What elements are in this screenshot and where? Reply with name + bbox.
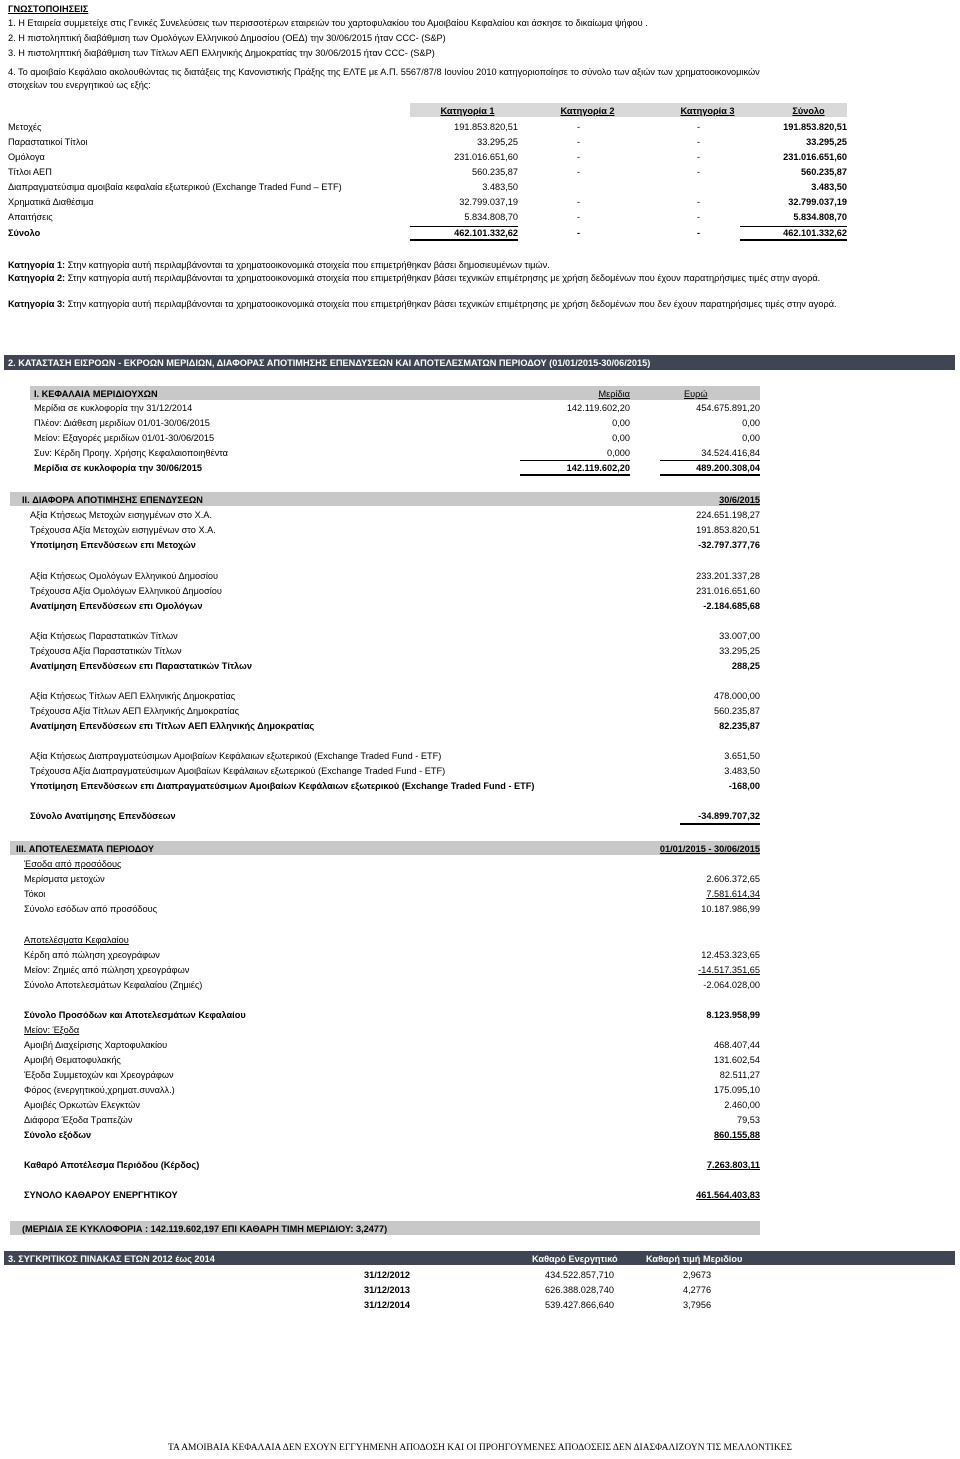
category-note: Κατηγορία 1: Στην κατηγορία αυτή περιλαμβάνονται τα χρηματοοικονομικά στοιχεία που επιμετρήθηκαν βάσει δημοσιευμένων τιμών. — [8, 260, 550, 270]
valuation-row-label: Αξία Κτήσεως Μετοχών εισηγμένων στο Χ.Α. — [30, 510, 212, 520]
valuation-subtotal-value: 288,25 — [731, 661, 760, 671]
section-2-title: 2. ΚΑΤΑΣΤΑΣΗ ΕΙΣΡΟΩΝ - ΕΚΡΟΩΝ ΜΕΡΙΔΙΩΝ, ΔΙΑΦΟΡΑΣ ΑΠΟΤΙΜΗΣΗΣ ΕΠΕΝΔΥΣΕΩΝ ΚΑΙ ΑΠΟΤΕΛΕΣΜΑΤΩΝ ΠΕΡΙΟΔΟΥ (01/01/2015-30/06/2015) — [8, 358, 651, 368]
euro-value: 34.524.416,84 — [701, 448, 760, 458]
category-2-total: - — [576, 228, 580, 238]
units-value: 0,000 — [607, 448, 630, 458]
category-1-total: 462.101.332,62 — [454, 228, 518, 238]
category-total-label: Σύνολο — [8, 228, 41, 238]
announcement-item: 2. Η πιστοληπτική διαβάθμιση των Ομολόγων Ελληνικού Δημοσίου (ΟΕΔ) την 30/06/2015 ήταν CCC- (S&P) — [8, 33, 446, 43]
net-assets-value: 461.564.403,83 — [696, 1190, 760, 1200]
part-1-title: I. ΚΕΦΑΛΑΙΑ ΜΕΡΙΔΙΟΥΧΩΝ — [34, 389, 158, 399]
capital-row-value: -2.064.028,00 — [703, 980, 760, 990]
category-1-value: 3.483,50 — [482, 182, 518, 192]
net-result-value: 7.263.803,11 — [706, 1160, 760, 1170]
income-row-value: 7.581.614,34 — [706, 889, 760, 899]
category-total-value: 191.853.820,51 — [783, 122, 847, 132]
category-row-label: Ομόλογα — [8, 152, 45, 162]
valuation-row-value: 33.295,25 — [719, 646, 760, 656]
units-row-label: Μείον: Εξαγορές μεριδίων 01/01-30/06/2015 — [34, 433, 215, 443]
category-header: Κατηγορία 1 — [440, 106, 495, 116]
category-note: Κατηγορία 2: Στην κατηγορία αυτή περιλαμβάνονται τα χρηματοοικονομικά στοιχεία που επιμετρήθηκαν βάσει τεχνικών επιμέτρησης με χρήση δεδομένων που έχουν παρατηρήσιμες τιμές στην αγορά. — [8, 273, 821, 283]
income-capital-total-label: Σύνολο Προσόδων και Αποτελεσμάτων Κεφαλαίου — [24, 1010, 246, 1020]
valuation-row-value: 231.016.651,60 — [696, 586, 760, 596]
income-row-label: Τόκοι — [24, 889, 46, 899]
category-1-value: 32.799.037,19 — [459, 197, 518, 207]
income-row-value: 10.187.986,99 — [701, 904, 760, 914]
total-rule — [520, 474, 630, 476]
valuation-row-value: 3.483,50 — [724, 766, 760, 776]
valuation-row-label: Τρέχουσα Αξία Διαπραγματεύσιμων Αμοιβαίων Κεφάλαιων εξωτερικού (Exchange Traded Fund - ETF) — [30, 766, 446, 776]
comparison-unit-price: 3,7956 — [683, 1300, 712, 1310]
units-column-header: Μερίδια — [598, 389, 630, 399]
valuation-row-label: Τρέχουσα Αξία Παραστατικών Τίτλων — [30, 646, 182, 656]
announcement-item: στοιχείων του ενεργητικού ως εξής: — [8, 80, 151, 90]
units-nav-note: (ΜΕΡΙΔΙΑ ΣΕ ΚΥΚΛΟΦΟΡΙΑ : 142.119.602,197 ΕΠΙ ΚΑΘΑΡΗ ΤΙΜΗ ΜΕΡΙΔΙΟΥ: 3,2477) — [22, 1224, 388, 1234]
income-row-value: 2.606.372,65 — [706, 874, 760, 884]
category-row-label: Απαιτήσεις — [8, 212, 53, 222]
category-total-value: 32.799.037,19 — [788, 197, 847, 207]
expense-row-label: Αμοιβή Θεματοφυλακής — [24, 1055, 121, 1065]
part-3-title: III. ΑΠΟΤΕΛΕΣΜΑΤΑ ΠΕΡΙΟΔΟΥ — [16, 844, 155, 854]
expenses-total-label: Σύνολο εξόδων — [24, 1130, 92, 1140]
euro-value: 0,00 — [742, 433, 760, 443]
valuation-row-label: Αξία Κτήσεως Τίτλων ΑΕΠ Ελληνικής Δημοκρατίας — [30, 691, 236, 701]
valuation-row-value: 3.651,50 — [724, 751, 760, 761]
expense-row-value: 2.460,00 — [724, 1100, 760, 1110]
category-1-value: 231.016.651,60 — [454, 152, 518, 162]
valuation-row-label: Αξία Κτήσεως Διαπραγματεύσιμων Αμοιβαίων Κεφάλαιων εξωτερικού (Exchange Traded Fund - ETF) — [30, 751, 442, 761]
comparison-unit-price: 2,9673 — [683, 1270, 712, 1280]
net-assets-label: ΣΥΝΟΛΟ ΚΑΘΑΡΟΥ ΕΝΕΡΓΗΤΙΚΟΥ — [24, 1190, 178, 1200]
category-header: Κατηγορία 2 — [560, 106, 615, 116]
valuation-row-label: Αξία Κτήσεως Παραστατικών Τίτλων — [30, 631, 178, 641]
total-rule — [680, 823, 760, 825]
total-rule — [660, 460, 760, 461]
category-header: Σύνολο — [792, 106, 825, 116]
category-header: Κατηγορία 3 — [680, 106, 735, 116]
total-rule — [520, 460, 630, 461]
valuation-row-label: Τρέχουσα Αξία Ομολόγων Ελληνικού Δημοσίου — [30, 586, 222, 596]
total-rule — [740, 239, 847, 241]
category-3-value: - — [696, 137, 700, 147]
announcement-item: 3. Η πιστοληπτική διαβάθμιση των Τίτλων ΑΕΠ Ελληνικής Δημοκρατίας την 30/06/2015 ήταν CCC- (S&P) — [8, 48, 435, 58]
category-row-label: Τίτλοι ΑΕΠ — [8, 167, 52, 177]
expense-row-value: 79,53 — [737, 1115, 760, 1125]
comparison-unit-price: 4,2776 — [683, 1285, 712, 1295]
category-3-total: - — [696, 228, 700, 238]
valuation-grand-total-value: -34.899.707,32 — [698, 811, 760, 821]
expense-row-value: 131.602,54 — [714, 1055, 760, 1065]
valuation-row-label: Τρέχουσα Αξία Τίτλων ΑΕΠ Ελληνικής Δημοκρατίας — [30, 706, 240, 716]
category-3-value: - — [696, 212, 700, 222]
section-3-title: 3. ΣΥΓΚΡΙΤΙΚΟΣ ΠΙΝΑΚΑΣ ΕΤΩΝ 2012 έως 2014 — [8, 1254, 215, 1264]
income-section-title: Έσοδα από προσόδους — [24, 859, 122, 869]
euro-column-header: Ευρώ — [684, 389, 708, 399]
total-rule — [740, 226, 847, 227]
valuation-row-value: 33.007,00 — [719, 631, 760, 641]
category-total-value: 3.483,50 — [811, 182, 847, 192]
announcement-item: 1. Η Εταιρεία συμμετείχε στις Γενικές Συνελεύσεις των περισσοτέρων εταιρειών του χαρτοφυλακίου του Αμοιβαίου Κεφαλαίου και άσκησε το δικαίωμα ψήφου . — [8, 18, 648, 28]
valuation-row-value: 224.651.198,27 — [696, 510, 760, 520]
comparison-net-assets: 626.388.028,740 — [545, 1285, 614, 1295]
comparison-date: 31/12/2014 — [364, 1300, 410, 1310]
valuation-row-label: Αξία Κτήσεως Ομολόγων Ελληνικού Δημοσίου — [30, 571, 219, 581]
category-1-value: 33.295,25 — [477, 137, 518, 147]
footer-disclaimer: ΤΑ ΑΜΟΙΒΑΙΑ ΚΕΦΑΛΑΙΑ ΔΕΝ ΕΧΟΥΝ ΕΓΓΥΗΜΕΝΗ ΑΠΟΔΟΣΗ ΚΑΙ ΟΙ ΠΡΟΗΓΟΥΜΕΝΕΣ ΑΠΟΔΟΣΕΙΣ ΔΕΝ ΔΙΑΣΦΑΛΙΖΟΥΝ ΤΙΣ ΜΕΛΛΟΝΤΙΚΕΣ — [167, 1443, 793, 1453]
part-2-title: II. ΔΙΑΦΟΡΑ ΑΠΟΤΙΜΗΣΗΣ ΕΠΕΝΔΥΣΕΩΝ — [22, 495, 203, 505]
units-row-label: Πλέον: Διάθεση μεριδίων 01/01-30/06/2015 — [34, 418, 210, 428]
comparison-date: 31/12/2012 — [364, 1270, 410, 1280]
category-total-value: 231.016.651,60 — [783, 152, 847, 162]
net-result-label: Καθαρό Αποτέλεσμα Περιόδου (Κέρδος) — [24, 1160, 200, 1170]
valuation-subtotal-value: -168,00 — [728, 781, 760, 791]
expense-row-value: 468.407,44 — [714, 1040, 760, 1050]
category-2-value: - — [576, 167, 580, 177]
category-total-value: 5.834.808,70 — [793, 212, 847, 222]
category-1-value: 191.853.820,51 — [454, 122, 518, 132]
part-2-date: 30/6/2015 — [719, 495, 760, 505]
category-3-value: - — [696, 152, 700, 162]
valuation-row-value: 560.235,87 — [714, 706, 760, 716]
units-row-label: Μερίδια σε κυκλοφορία την 31/12/2014 — [34, 403, 193, 413]
category-2-value: - — [576, 137, 580, 147]
income-row-label: Σύνολο εσόδων από προσόδους — [24, 904, 158, 914]
euro-value: 0,00 — [742, 418, 760, 428]
comparison-date: 31/12/2013 — [364, 1285, 410, 1295]
category-total-value: 33.295,25 — [806, 137, 847, 147]
total-rule — [410, 239, 518, 241]
comparison-net-assets: 434.522.857,710 — [545, 1270, 614, 1280]
capital-row-label: Κέρδη από πώληση χρεογράφων — [24, 950, 160, 960]
valuation-subtotal-label: Ανατίμηση Επενδύσεων επι Τίτλων ΑΕΠ Ελληνικής Δημοκρατίας — [30, 721, 315, 731]
category-3-value: - — [696, 122, 700, 132]
income-capital-total-value: 8.123.958,99 — [706, 1010, 760, 1020]
part-3-period: 01/01/2015 - 30/06/2015 — [659, 844, 760, 854]
category-3-value: - — [696, 167, 700, 177]
category-row-label: Παραστατικοί Τίτλοι — [8, 137, 88, 147]
expense-row-value: 82.511,27 — [719, 1070, 760, 1080]
price-column-header: Καθαρή τιμή Μεριδίου — [646, 1254, 743, 1264]
valuation-row-value: 478.000,00 — [714, 691, 760, 701]
valuation-grand-total-label: Σύνολο Ανατίμησης Επενδύσεων — [30, 811, 176, 821]
valuation-row-value: 233.201.337,28 — [696, 571, 760, 581]
expenses-section-title: Μείον: Έξοδα — [24, 1025, 80, 1035]
capital-section-title: Αποτελέσματα Κεφαλαίου — [24, 935, 129, 945]
category-2-value: - — [576, 122, 580, 132]
units-row-label: Συν: Κέρδη Προηγ. Χρήσης Κεφαλαιοποιηθέντα — [34, 448, 228, 458]
assets-column-header: Καθαρό Ενεργητικό — [532, 1254, 618, 1264]
expense-row-label: Αμοιβές Ορκωτών Ελεγκτών — [24, 1100, 140, 1110]
euro-total-value: 489.200.308,04 — [696, 463, 760, 473]
category-total-value: 560.235,87 — [801, 167, 847, 177]
announcements-title: ΓΝΩΣΤΟΠΟΙΗΣΕΙΣ — [8, 4, 89, 14]
category-1-value: 560.235,87 — [472, 167, 518, 177]
expense-row-value: 175.095,10 — [714, 1085, 760, 1095]
valuation-row-label: Τρέχουσα Αξία Μετοχών εισηγμένων στο Χ.Α. — [30, 525, 216, 535]
expense-row-label: Διάφορα Έξοδα Τραπεζών — [24, 1115, 133, 1125]
comparison-net-assets: 539.427.866,640 — [545, 1300, 614, 1310]
total-rule — [660, 474, 760, 476]
category-2-value: - — [576, 197, 580, 207]
valuation-subtotal-value: 82.235,87 — [719, 721, 760, 731]
category-1-value: 5.834.808,70 — [464, 212, 518, 222]
capital-row-value: 12.453.323,65 — [701, 950, 760, 960]
expense-row-label: Αμοιβή Διαχείρισης Χαρτοφυλακίου — [24, 1040, 168, 1050]
total-rule — [410, 226, 518, 227]
category-note: Κατηγορία 3: Στην κατηγορία αυτή περιλαμβάνονται τα χρηματοοικονομικά στοιχεία που επιμετρήθηκαν βάσει τεχνικών επιμέτρησης με χρήση δεδομένων που δεν έχουν παρατηρήσιμες τιμές στην αγορά. — [8, 299, 837, 309]
valuation-subtotal-label: Ανατίμηση Επενδύσεων επι Παραστατικών Τίτλων — [30, 661, 252, 671]
category-row-label: Χρηματικά Διαθέσιμα — [8, 197, 94, 207]
valuation-subtotal-label: Υποτίμηση Επενδύσεων επι Μετοχών — [30, 540, 196, 550]
euro-value: 454.675.891,20 — [696, 403, 760, 413]
announcement-item: 4. Το αμοιβαίο Κεφάλαιο ακολουθώντας τις διατάξεις της Κανονιστικής Πράξης της ΕΛΤΕ με Α.Π. 5567/87/8 Ιουνίου 2010 κατηγοριοποίησε το σύνολο των αξιών των χρηματοοικονομικών — [8, 67, 760, 77]
expense-row-label: Φόρος (ενεργητικού,χρηματ.συναλλ.) — [24, 1085, 175, 1095]
category-3-value: - — [696, 197, 700, 207]
expense-row-label: Έξοδα Συμμετοχών και Χρεογράφων — [24, 1070, 174, 1080]
valuation-subtotal-value: -32.797.377,76 — [698, 540, 760, 550]
expenses-total-value: 860.155,88 — [714, 1130, 760, 1140]
category-row-label: Διαπραγματεύσιμα αμοιβαία κεφαλαία εξωτερικού (Exchange Traded Fund – ETF) — [8, 182, 342, 192]
category-grand-total: 462.101.332,62 — [783, 228, 847, 238]
category-2-value: - — [576, 212, 580, 222]
units-total-label: Μερίδια σε κυκλοφορία την 30/06/2015 — [34, 463, 202, 473]
income-row-label: Μερίσματα μετοχών — [24, 874, 105, 884]
capital-row-value: -14.517.351,65 — [698, 965, 760, 975]
capital-row-label: Σύνολο Αποτελεσμάτων Κεφαλαίου (Ζημιές) — [24, 980, 203, 990]
category-2-value: - — [576, 152, 580, 162]
units-total-value: 142.119.602,20 — [566, 463, 630, 473]
capital-row-label: Μείον: Ζημιές από πώληση χρεογράφων — [24, 965, 190, 975]
valuation-subtotal-label: Υποτίμηση Επενδύσεων επι Διαπραγματεύσιμων Αμοιβαίων Κεφάλαιων εξωτερικού (Exchange Traded Fund - ETF) — [30, 781, 535, 791]
category-row-label: Μετοχές — [8, 122, 42, 132]
valuation-row-value: 191.853.820,51 — [696, 525, 760, 535]
valuation-subtotal-value: -2.184.685,68 — [703, 601, 760, 611]
units-value: 0,00 — [612, 418, 630, 428]
units-value: 142.119.602,20 — [566, 403, 630, 413]
valuation-subtotal-label: Ανατίμηση Επενδύσεων επι Ομολόγων — [30, 601, 203, 611]
units-value: 0,00 — [612, 433, 630, 443]
